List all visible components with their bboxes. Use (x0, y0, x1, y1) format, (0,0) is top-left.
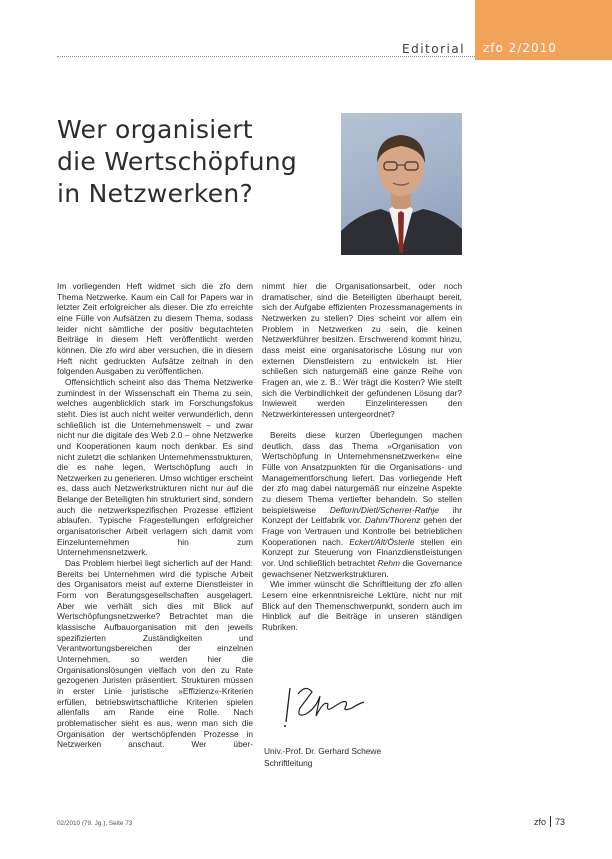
text-run: Bereits diese kurzen Überlegungen machen deutlich, dass das Thema »Organisation von Wertschöpfung in Unternehmensnetzwerken« eine Fülle von Ansatzpunkten für die Organisations- und Managementforschung liefert. Das vorliegende Heft der zfo mag dabei naturgemäß nur einzelne Aspekte zu diesem Thema vertiefter behandeln. So stellen beispielsweise (262, 430, 462, 515)
signature-block (264, 746, 381, 769)
body-paragraph: Im vorliegenden Heft widmet sich die zfo dem Thema Netzwerke. Kaum ein Call for Papers war in letzter Zeit erfolgreicher als dieser. Die zfo erreichte eine Fülle von Aufsätzen zu diesem Thema, sodass leider nicht sämtliche der positiv begutachteten Beiträge in diesem Heft veröffentlicht werden können. Die zfo wird aber versuchen, die in diesem Heft nicht gedruckten Aufsätze zeitnah in den folgenden Ausgaben zu veröffentlichen. (57, 281, 253, 377)
page-number: 73 (555, 817, 566, 827)
editorial-headline (57, 114, 307, 210)
journal-header-block (475, 0, 612, 60)
text-run: gehen der Frage von Vertrauen und Kontrolle bei betrieblichen Kooperationen nach. (262, 515, 462, 547)
headline-line: Wer organisiert (57, 115, 253, 144)
footer-page-number (534, 816, 565, 827)
headline-line: in Netzwerken? (57, 179, 254, 208)
body-column-left (57, 281, 253, 750)
body-paragraph: Wie immer wünscht die Schriftleitung der zfo allen Lesern eine erkenntnisreiche Lektüre, nicht nur mit Blick auf den Themenschwerpunkt, sondern auch im Hinblick auf die Beiträge in unseren ständigen Rubriken. (262, 579, 462, 632)
footer-divider (550, 816, 551, 827)
footer-citation: 02/2010 (79. Jg.), Seite 73 (57, 820, 133, 827)
section-label: Editorial (402, 42, 466, 56)
body-paragraph: Das Problem hierbei liegt sicherlich auf der Hand: Bereits bei Unternehmen wird die typische Arbeit des Organisators meist auf externe Dienstleister in Form von Beratungsgesellschaften ausgelagert. Aber wie verhält sich dies mit Blick auf Wertschöpfungsnetzwerke? Betrachtet man die klassische Aufbauorganisation mit den jeweils spezifizierten Zuständigkeiten und Verantwortungsbereichen der einzelnen Unternehmen, so werden hier die Organisationslösungen vielfach von den zu Rate gezogenen Juristen präsentiert. Strukturen müssen in erster Linie juristische »Effizienz«-Kriterien erfüllen, betriebswirtschaftliche Kriterien spielen allenfalls am Rande eine Rolle. Nach problematischer sieht es aus, wenn man sich die Organisation der wertschöpfenden Prozesse in Netzwerken anschaut. Wer über- (57, 558, 253, 750)
body-paragraph-authors (262, 430, 462, 579)
author-names: Dahm/Thorenz (364, 515, 421, 526)
author-names: Rehm (377, 558, 400, 569)
body-paragraph: nimmt hier die Organisationsarbeit, oder noch dramatischer, sind die Beteiligten überhaupt bereit, sich der Aufgabe effizienten Prozessmanagements in Netzwerken zu stellen? Dies scheint vor allem ein Problem in Netzwerken zu sein, die keinen Netzwerkführer besitzen. Erschwerend kommt hinzu, dass meist eine organisatorische Lösung nur von externen Dienstleistern zu entwickeln ist. Hier schließen sich naturgemäß eine ganze Reihe von Fragen an, wie z. B.: Wer trägt die Kosten? Wie stellt sich die Verbindlichkeit der gefundenen Lösung dar? Inwieweit werden Einzelinteressen den Netzwerkinteressen untergeordnet? (262, 281, 462, 419)
handwritten-signature-icon (276, 682, 366, 732)
footer-journal: zfo (534, 817, 547, 827)
header-rule (57, 56, 475, 57)
signatory-role: Schriftleitung (264, 757, 313, 768)
headline-line: die Wertschöpfung (57, 147, 298, 176)
signatory-name: Univ.-Prof. Dr. Gerhard Schewe (264, 746, 382, 756)
text-run: ihr Konzept der Leitfabrik vor. (262, 504, 463, 526)
journal-issue-label: zfo 2/2010 (483, 41, 557, 55)
body-column-right (262, 281, 462, 633)
author-photo-icon (341, 113, 462, 255)
body-paragraph: Offensichtlich scheint also das Thema Netzwerke zumindest in der Wissenschaft ein Thema zu sein, welches augenblicklich stark im Forschungsfokus steht. Dies ist auch nicht weiter verwunderlich, denn schließlich ist die Unternehmenswelt – und zwar nicht nur die digitale des Web 2.0 – ohne Netzwerke und Kooperationen kaum noch denkbar. Es sind nicht zuletzt die schlanken Unternehmensstrukturen, die es nahe legen, Wertschöpfung auch in Netzwerken zu generieren. Umso wichtiger erscheint es, dass auch Netzwerkstrukturen nicht nur auf die Belange der Beteiligten hin strukturiert sind, sondern auch die netzwerkspezifischen Prozesse effizient ablaufen. Typische Fragestellungen erfolgreicher organisatorischer Arbeit verlagern sich damit vom Einzelunternehmen hin zum Unternehmensnetzwerk. (57, 376, 253, 558)
text-run: stellen ein Konzept zur Steuerung von Finanzdienstleistungen vor. Und schließlich betrachtet (262, 536, 462, 569)
text-run: die Governance gewachsener Netzwerkstrukturen. (262, 558, 462, 579)
author-names: Eckert/Alt/Österle (349, 536, 415, 547)
author-photo (341, 113, 462, 255)
paragraph-spacer (262, 420, 462, 431)
author-names: Deflorin/Dietl/Scherrer-Rathje (329, 504, 439, 515)
